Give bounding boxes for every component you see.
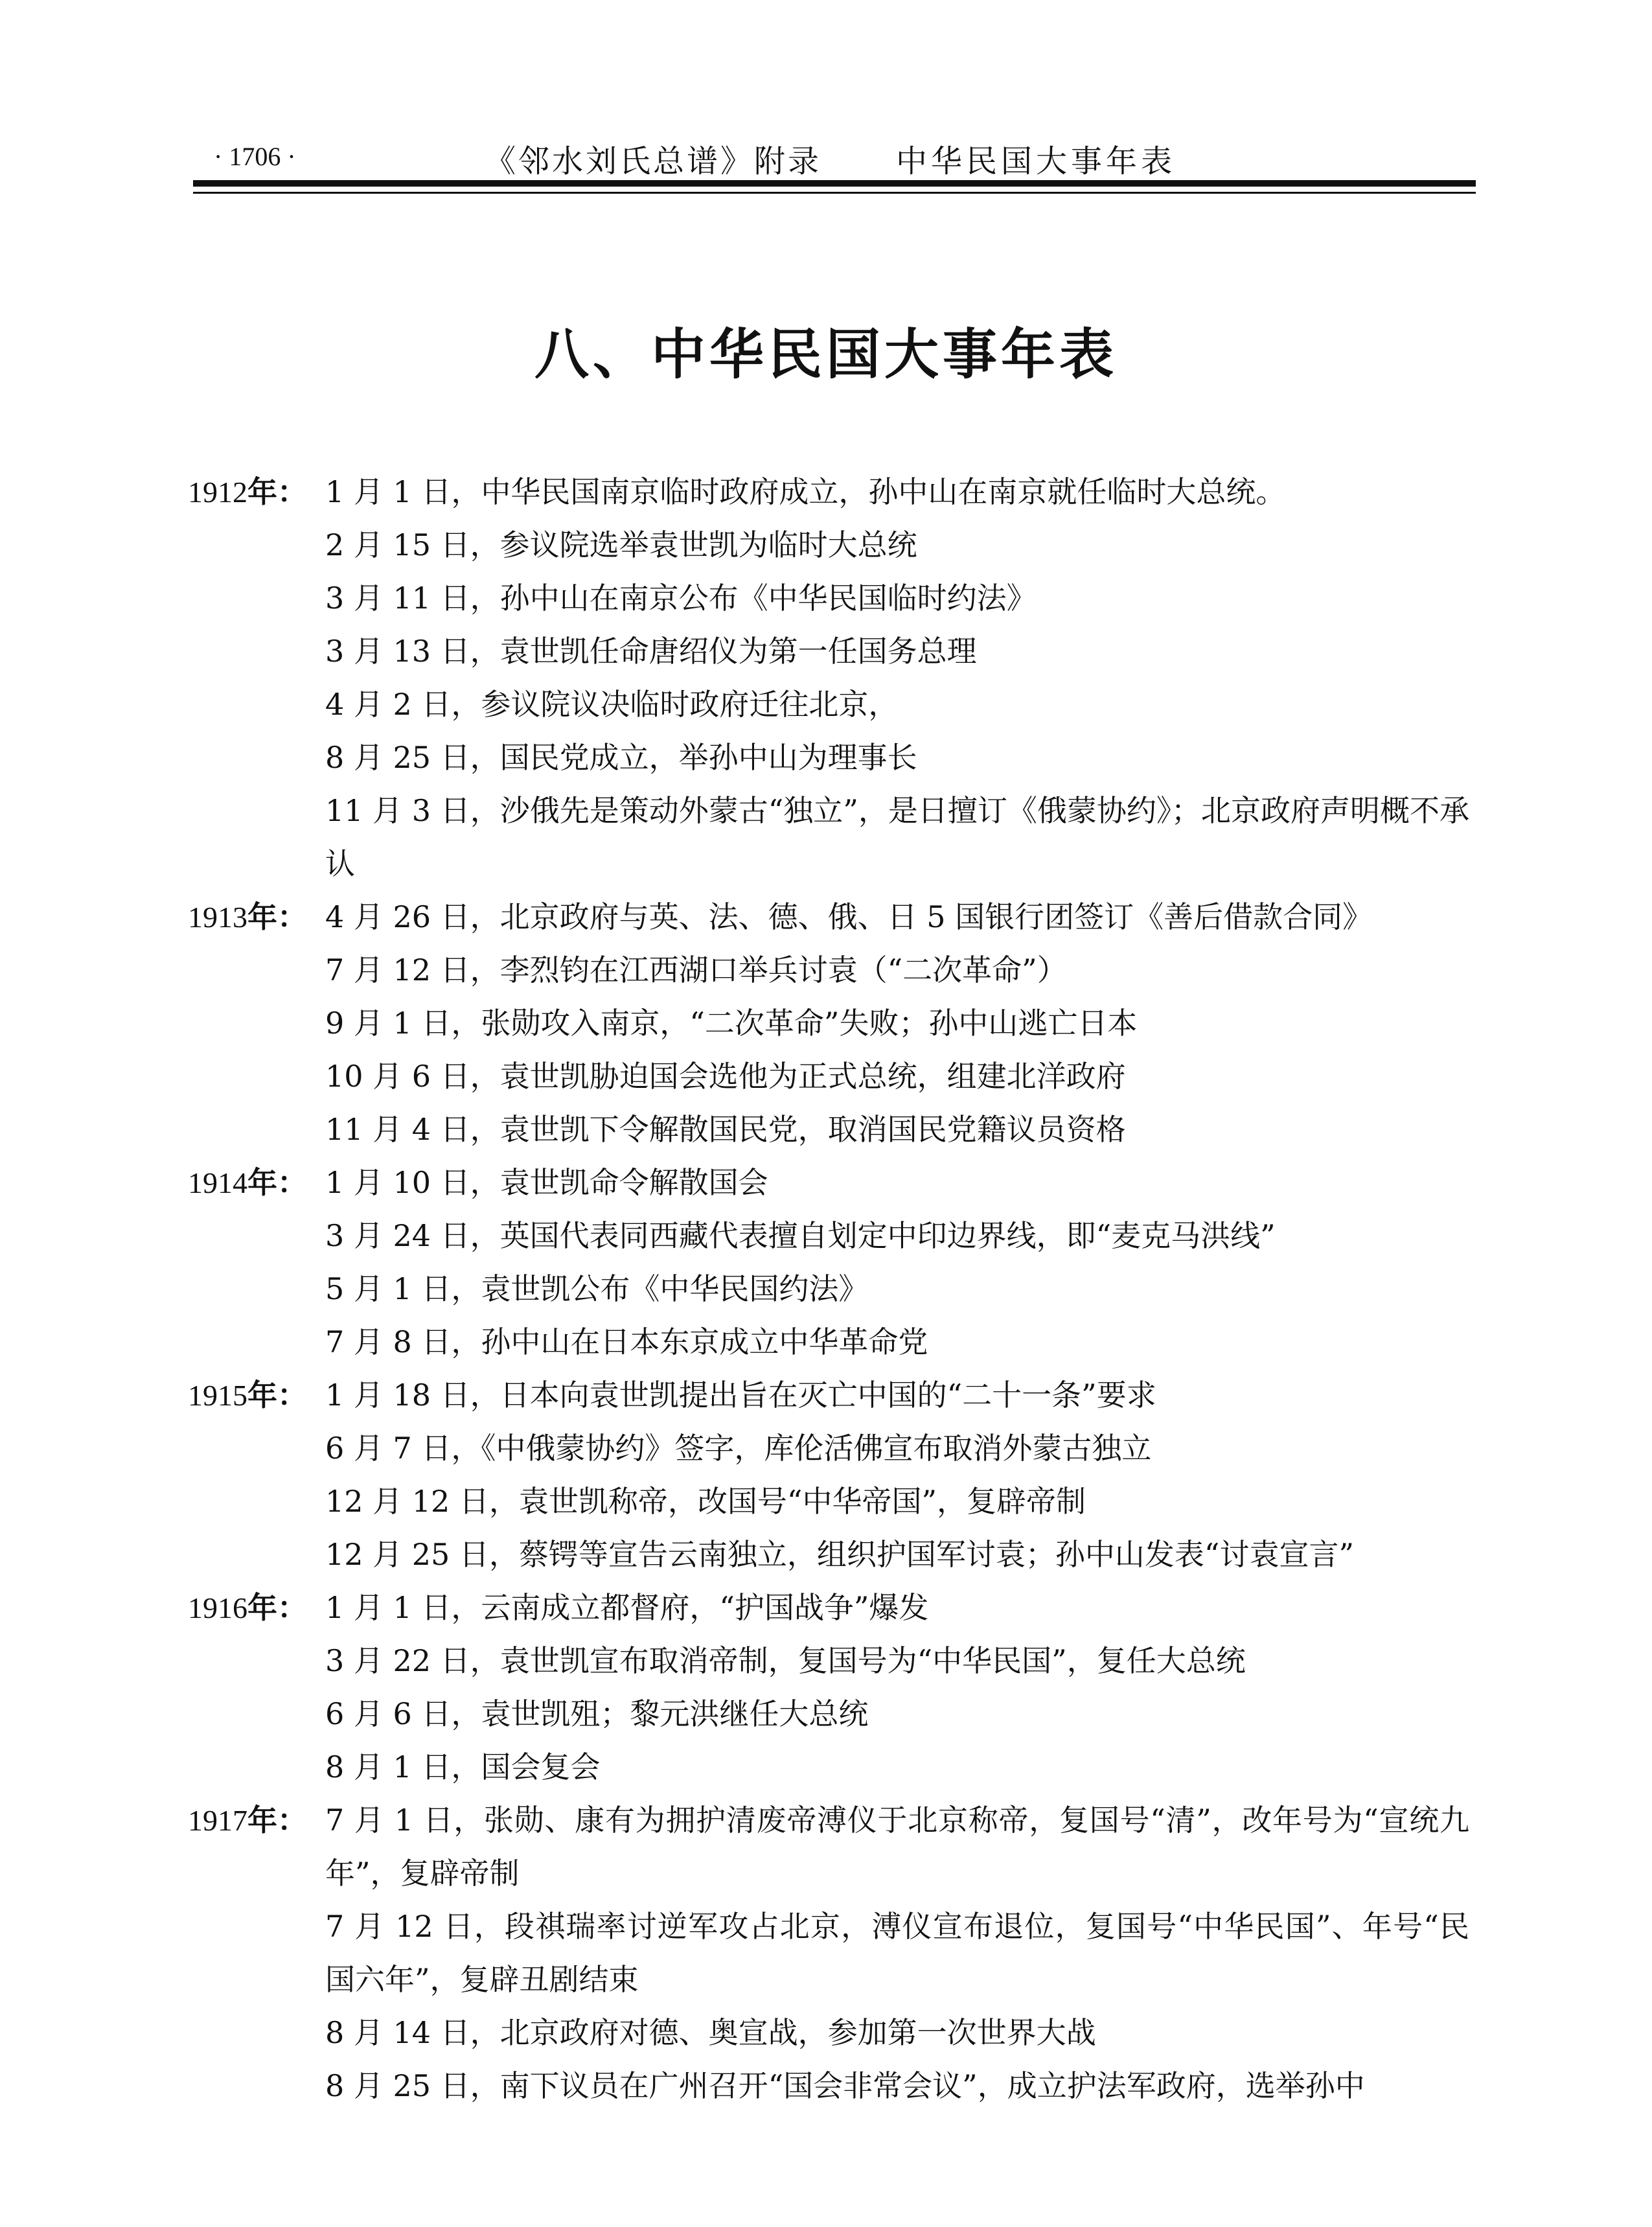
event-entry: 1 月 10 日，袁世凯命令解散国会	[325, 1165, 768, 1200]
year-label	[188, 890, 325, 944]
year-number: 1915	[188, 1379, 247, 1412]
year-label	[188, 1581, 325, 1635]
event-entry: 4 月 2 日，参议院议决临时政府迁往北京，	[325, 687, 899, 722]
year-number: 1916	[188, 1591, 247, 1624]
event-entry: 1 月 1 日，中华民国南京临时政府成立，孙中山在南京就任临时大总统。	[325, 474, 1286, 509]
year-label	[188, 1368, 325, 1422]
year-block	[188, 1794, 1484, 2112]
event-entry: 8 月 1 日，国会复会	[325, 1749, 601, 1784]
event-entry: 6 月 6 日，袁世凯殂；黎元洪继任大总统	[325, 1696, 869, 1731]
event-entry: 8 月 25 日，南下议员在广州召开“国会非常会议”，成立护法军政府，选举孙中	[325, 2068, 1365, 2103]
event-list	[325, 1368, 1469, 1581]
event-entry: 10 月 6 日，袁世凯胁迫国会选他为正式总统，组建北洋政府	[325, 1059, 1126, 1094]
year-label	[188, 1794, 325, 1847]
event-entry: 6 月 7 日，《中俄蒙协约》签字，库伦活佛宣布取消外蒙古独立	[325, 1431, 1152, 1466]
year-block	[188, 1368, 1484, 1581]
event-list	[325, 1581, 1469, 1794]
year-number: 1914	[188, 1166, 247, 1199]
year-unit: 年：	[247, 1803, 307, 1838]
year-block	[188, 890, 1484, 1156]
year-block	[188, 465, 1484, 890]
event-entry: 11 月 3 日，沙俄先是策动外蒙古“独立”，是日擅订《俄蒙协约》；北京政府声明概不承认	[325, 793, 1469, 881]
event-entry: 7 月 1 日，张勋、康有为拥护清废帝溥仪于北京称帝，复国号“清”，改年号为“宣统九年”，复辟帝制	[325, 1803, 1469, 1891]
event-entry: 5 月 1 日，袁世凯公布《中华民国约法》	[325, 1271, 869, 1306]
event-entry: 9 月 1 日，张勋攻入南京，“二次革命”失败；孙中山逃亡日本	[325, 1006, 1138, 1041]
event-entry: 7 月 12 日，李烈钧在江西湖口举兵讨袁（“二次革命”）	[325, 952, 1067, 987]
page-number: · 1706 ·	[214, 142, 296, 171]
event-entry: 8 月 14 日，北京政府对德、奥宣战，参加第一次世界大战	[325, 2015, 1096, 2050]
event-entry: 7 月 8 日，孙中山在日本东京成立中华革命党	[325, 1324, 928, 1359]
event-list	[325, 1156, 1469, 1368]
event-list	[325, 890, 1469, 1156]
event-entry: 12 月 25 日，蔡锷等宣告云南独立，组织护国军讨袁；孙中山发表“讨袁宣言”	[325, 1537, 1354, 1572]
event-entry: 12 月 12 日，袁世凯称帝，改国号“中华帝国”，复辟帝制	[325, 1484, 1086, 1519]
event-entry: 1 月 1 日，云南成立都督府，“护国战争”爆发	[325, 1590, 929, 1625]
year-label	[188, 1156, 325, 1210]
event-list	[325, 1794, 1469, 2112]
year-unit: 年：	[247, 1590, 307, 1625]
event-entry: 3 月 13 日，袁世凯任命唐绍仪为第一任国务总理	[325, 634, 977, 669]
event-entry: 4 月 26 日，北京政府与英、法、德、俄、日 5 国银行团签订《善后借款合同》	[325, 899, 1373, 934]
event-entry: 3 月 11 日，孙中山在南京公布《中华民国临时约法》	[325, 581, 1037, 616]
event-list	[325, 465, 1469, 890]
year-label	[188, 465, 325, 519]
year-unit: 年：	[247, 899, 307, 934]
year-block	[188, 1156, 1484, 1368]
chronology-table	[188, 465, 1484, 2112]
event-entry: 3 月 24 日，英国代表同西藏代表擅自划定中印边界线，即“麦克马洪线”	[325, 1218, 1276, 1253]
event-entry: 1 月 18 日，日本向袁世凯提出旨在灭亡中国的“二十一条”要求	[325, 1378, 1156, 1413]
event-entry: 11 月 4 日，袁世凯下令解散国民党，取消国民党籍议员资格	[325, 1112, 1126, 1147]
event-entry: 3 月 22 日，袁世凯宣布取消帝制，复国号为“中华民国”，复任大总统	[325, 1643, 1246, 1678]
year-unit: 年：	[247, 1165, 307, 1200]
running-header	[193, 136, 1476, 181]
book-title: 《邻水刘氏总谱》附录	[485, 143, 822, 179]
year-number: 1913	[188, 901, 247, 934]
year-number: 1912	[188, 476, 247, 509]
year-unit: 年：	[247, 1378, 307, 1413]
year-number: 1917	[188, 1804, 247, 1837]
event-entry: 2 月 15 日，参议院选举袁世凯为临时大总统	[325, 527, 917, 562]
year-unit: 年：	[247, 474, 307, 509]
header-rule-thick	[193, 180, 1476, 187]
event-entry: 8 月 25 日，国民党成立，举孙中山为理事长	[325, 740, 917, 775]
header-rule-thin	[193, 192, 1476, 194]
event-entry: 7 月 12 日，段祺瑞率讨逆军攻占北京，溥仪宣布退位，复国号“中华民国”、年号“民国六年”，复辟丑剧结束	[325, 1909, 1469, 1997]
year-block	[188, 1581, 1484, 1794]
section-name: 中华民国大事年表	[896, 143, 1176, 179]
chapter-title: 八、中华民国大事年表	[534, 322, 1118, 386]
